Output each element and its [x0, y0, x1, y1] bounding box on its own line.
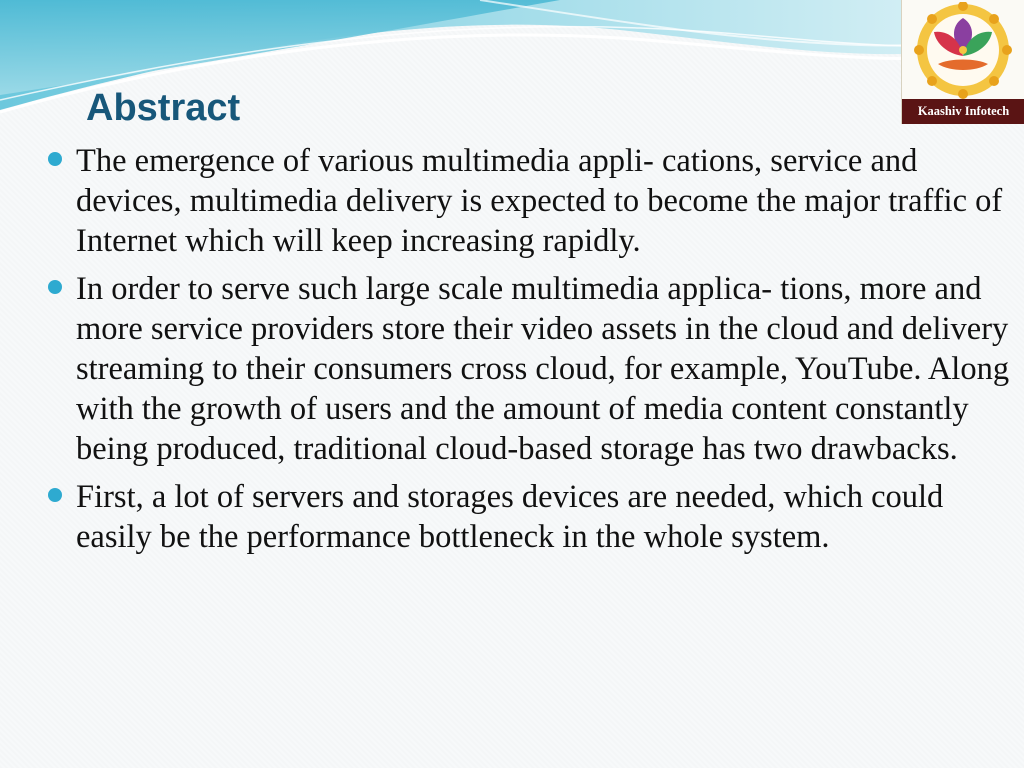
bullet-item [46, 141, 1018, 261]
bullet-item [46, 269, 1018, 469]
bullet-text: In order to serve such large scale multimedia applica- tions, more and more service providers store their video assets in the cloud and delivery streaming to their consumers cross cloud, for example, YouTube. Along with the growth of users and the amount of media content constantly being produced, traditional cloud-based storage has two drawbacks. [76, 271, 1010, 467]
bullet-text: First, a lot of servers and storages devices are needed, which could easily be the performance bottleneck in the whole system. [76, 479, 944, 555]
bullet-dot-icon [48, 488, 62, 502]
logo-text: Kaashiv Infotech [902, 99, 1024, 124]
bullet-item [46, 477, 1018, 557]
slide-title: Abstract [86, 87, 241, 129]
company-logo [901, 0, 1024, 124]
flower-emblem-icon [908, 2, 1018, 100]
bullet-dot-icon [48, 152, 62, 166]
bullet-list [46, 141, 1018, 565]
bullet-dot-icon [48, 280, 62, 294]
bullet-text: The emergence of various multimedia appli- cations, service and devices, multimedia delivery is expected to become the major traffic of Internet which will keep increasing rapidly. [76, 143, 1003, 259]
